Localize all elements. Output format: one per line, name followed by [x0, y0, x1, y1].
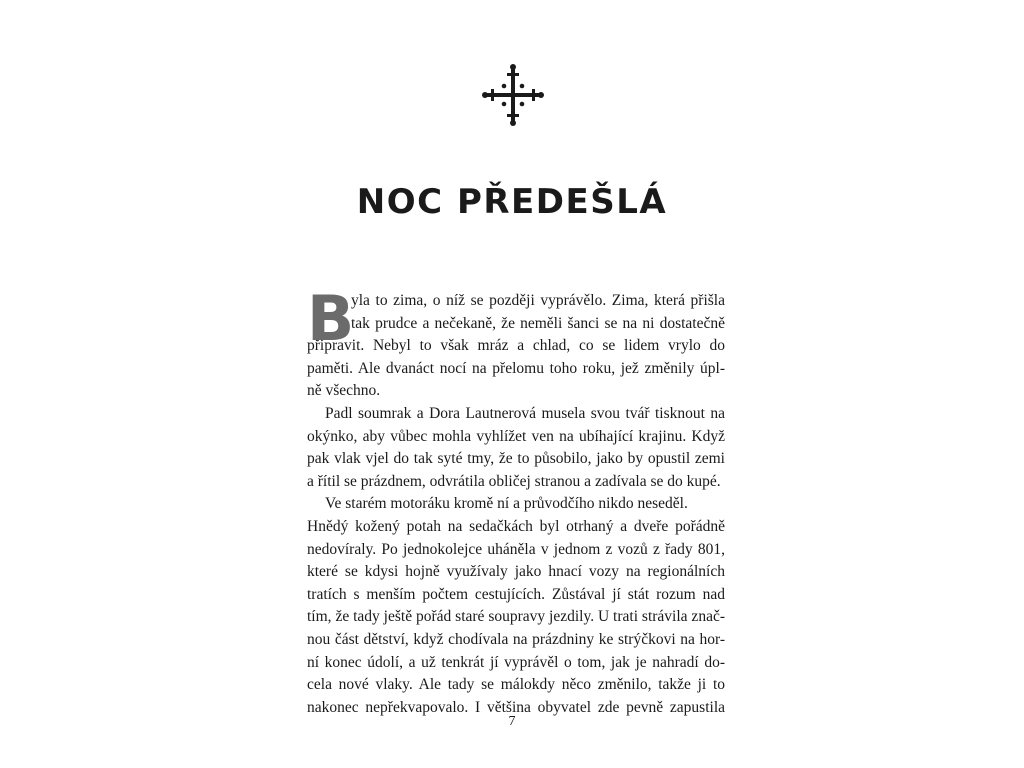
text-line: nou část dětství, když chodívala na prázdniny ke strýčkovi na hor- — [307, 630, 725, 648]
text-line: Ve starém motoráku kromě ní a průvodčího nikdo neseděl. — [325, 495, 688, 513]
text-line: Padl soumrak a Dora Lautnerová musela svou tvář tisknout na — [325, 404, 725, 422]
text-line: tak prudce a nečekaně, že neměli šanci se na ni dostatečně — [351, 314, 725, 332]
text-line: ně všechno. — [307, 382, 381, 400]
text-line: okýnko, aby vůbec mohla vyhlížet ven na ubíhající krajinu. Když — [307, 427, 725, 445]
text-line: paměti. Ale dvanáct nocí na přelomu toho roku, jež změnily úpl- — [307, 359, 725, 377]
chapter-body — [307, 282, 725, 719]
text-line: ní konec údolí, a už tenkrát jí vyprávěl o tom, jak je nahradí do- — [307, 653, 725, 671]
text-line: připravit. Nebyl to však mráz a chlad, co se lidem vrylo do — [307, 337, 725, 355]
text-line: tím, že tady ještě pořád staré soupravy jezdily. U trati strávila znač- — [307, 608, 725, 626]
page-number: 7 — [508, 714, 516, 729]
text-line: pak vlak vjel do tak syté tmy, že to působilo, jako by opustil zemi — [307, 450, 725, 468]
text-line: yla to zima, o níž se později vyprávělo. Zima, která přišla — [351, 292, 725, 309]
text-line: nedovíraly. Po jednokolejce uháněla v jednom z vozů z řady 801, — [307, 540, 725, 558]
text-line: tratích s menším počtem cestujících. Zůstával jí stát rozum nad — [307, 585, 725, 603]
text-line: cela nové vlaky. Ale tady se málokdy něco změnilo, takže ji to — [307, 676, 725, 694]
text-line: které se kdysi hojně využívaly jako hnací vozy na regionálních — [307, 563, 725, 581]
chapter-title: NOC PŘEDEŠLÁ — [356, 182, 668, 222]
cross-ornament-icon — [482, 64, 544, 126]
text-line: nakonec nepřekvapovalo. I většina obyvatel zde pevně zapustila — [307, 698, 725, 716]
drop-cap: B — [307, 282, 355, 355]
text-line: Hnědý kožený potah na sedačkách byl otrhaný a dveře pořádně — [307, 517, 725, 535]
text-line: a řítil se prázdnem, odvrátila obličej stranou a zadívala se do kupé. — [307, 472, 721, 490]
